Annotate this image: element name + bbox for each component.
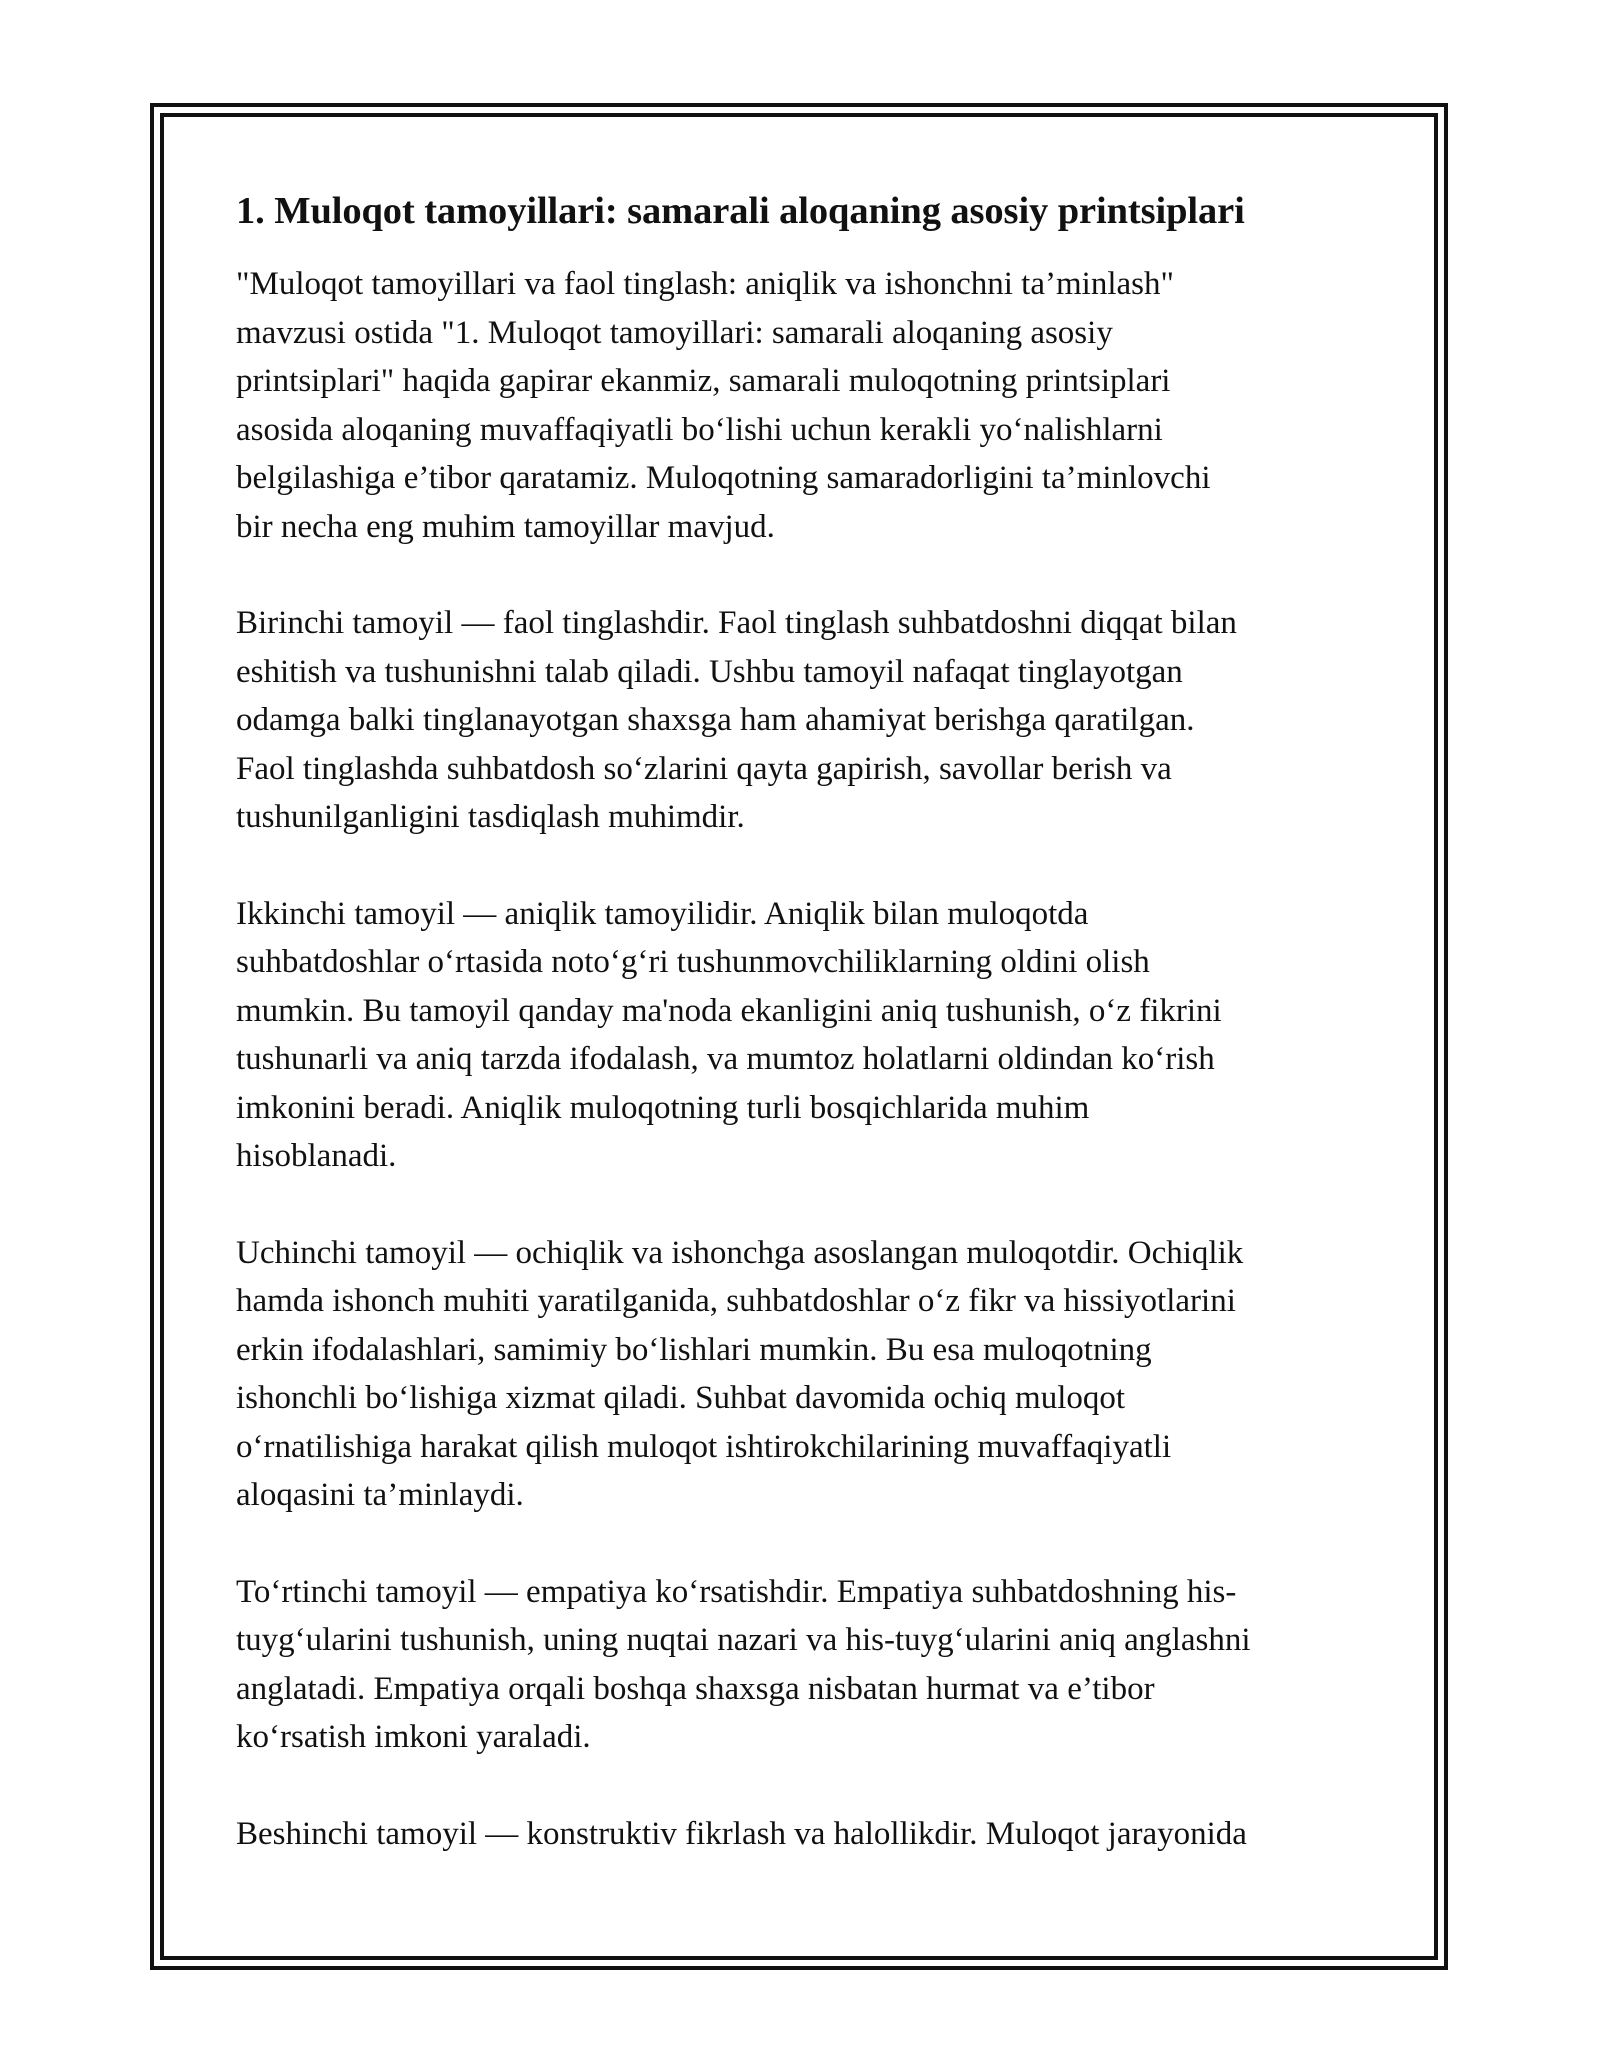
paragraph-second-principle	[236, 890, 1366, 1181]
paragraph-line: hamda ishonch muhiti yaratilganida, suhbatdoshlar o‘z fikr va hissiyotlarini	[236, 1283, 1236, 1319]
paragraph-line: Faol tinglashda suhbatdosh so‘zlarini qayta gapirish, savollar berish va	[236, 750, 1172, 787]
paragraph-fifth-principle	[236, 1810, 1366, 1859]
paragraph-line: belgilashiga e’tibor qaratamiz. Muloqotning samaradorligini ta’minlovchi	[236, 460, 1211, 496]
paragraph-line: o‘rnatilishiga harakat qilish muloqot ishtirokchilarining muvaffaqiyatli	[236, 1428, 1172, 1465]
paragraph-fourth-principle	[236, 1568, 1366, 1762]
paragraph-line: asosida aloqaning muvaffaqiyatli bo‘lishi uchun kerakli yo‘nalishlarni	[236, 411, 1163, 448]
paragraph-line: anglatadi. Empatiya orqali boshqa shaxsga nisbatan hurmat va e’tibor	[236, 1670, 1155, 1707]
paragraph-line: tushunilganligini tasdiqlash muhimdir.	[236, 799, 745, 835]
paragraph-line: mavzusi ostida "1. Muloqot tamoyillari: samarali aloqaning asosiy	[236, 314, 1113, 351]
paragraph-line: bir necha eng muhim tamoyillar mavjud.	[236, 508, 775, 545]
paragraph-first-principle	[236, 599, 1366, 842]
paragraph-line: To‘rtinchi tamoyil — empatiya ko‘rsatishdir. Empatiya suhbatdoshning his-	[236, 1573, 1237, 1610]
paragraph-line: hisoblanadi.	[236, 1138, 397, 1174]
paragraph-line: tushunarli va aniq tarzda ifodalash, va mumtoz holatlarni oldindan ko‘rish	[236, 1041, 1215, 1077]
paragraph-line: odamga balki tinglanayotgan shaxsga ham ahamiyat berishga qaratilgan.	[236, 702, 1195, 738]
paragraph-line: aloqasini ta’minlaydi.	[236, 1477, 524, 1513]
paragraph-line: Birinchi tamoyil — faol tinglashdir. Faol tinglash suhbatdoshni diqqat bilan	[236, 605, 1237, 641]
paragraph-intro	[236, 260, 1366, 551]
paragraph-line: eshitish va tushunishni talab qiladi. Ushbu tamoyil nafaqat tinglayotgan	[236, 653, 1183, 690]
paragraph-line: "Muloqot tamoyillari va faol tinglash: aniqlik va ishonchni ta’minlash"	[236, 266, 1174, 302]
paragraph-line: Beshinchi tamoyil — konstruktiv fikrlash va halollikdir. Muloqot jarayonida	[236, 1815, 1247, 1852]
section-heading: 1. Muloqot tamoyillari: samarali aloqaning asosiy printsiplari	[236, 190, 1245, 232]
paragraph-line: ishonchli bo‘lishiga xizmat qiladi. Suhbat davomida ochiq muloqot	[236, 1380, 1126, 1416]
paragraph-line: Uchinchi tamoyil — ochiqlik va ishonchga asoslangan muloqotdir. Ochiqlik	[236, 1234, 1244, 1271]
paragraph-line: printsiplari" haqida gapirar ekanmiz, samarali muloqotning printsiplari	[236, 363, 1171, 399]
paragraph-line: Ikkinchi tamoyil — aniqlik tamoyilidir. Aniqlik bilan muloqotda	[236, 895, 1089, 932]
paragraph-line: imkonini beradi. Aniqlik muloqotning turli bosqichlarida muhim	[236, 1089, 1090, 1126]
document-body	[236, 184, 1366, 1858]
paragraph-line: tuyg‘ularini tushunish, uning nuqtai nazari va his-tuyg‘ularini aniq anglashni	[236, 1622, 1251, 1658]
paragraph-line: suhbatdoshlar o‘rtasida noto‘g‘ri tushunmovchiliklarning oldini olish	[236, 944, 1150, 980]
paragraph-line: erkin ifodalashlari, samimiy bo‘lishlari mumkin. Bu esa muloqotning	[236, 1331, 1152, 1368]
paragraph-third-principle	[236, 1229, 1366, 1520]
paragraph-line: mumkin. Bu tamoyil qanday ma'noda ekanligini aniq tushunish, o‘z fikrini	[236, 992, 1222, 1029]
paragraph-line: ko‘rsatish imkoni yaraladi.	[236, 1719, 591, 1755]
